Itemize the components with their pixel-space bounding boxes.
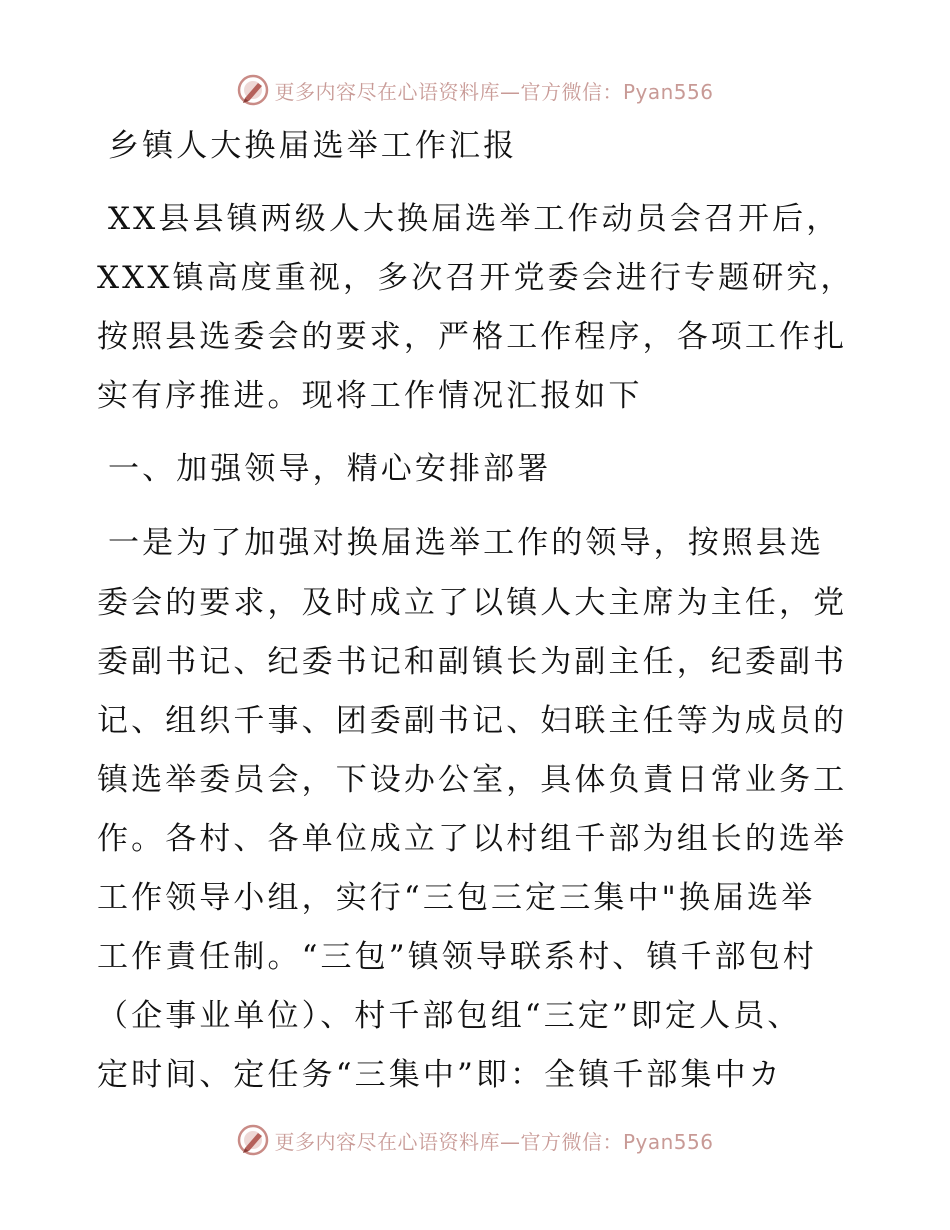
watermark-footer — [0, 1120, 950, 1160]
body-line: 委副书记、纪委书记和副镇长为副主任，纪委副书 — [97, 644, 848, 680]
body-line: 委会的要求，及时成立了以镇人大主席为主任，党 — [97, 585, 848, 621]
intro-line: 实有序推进。现将工作情况汇报如下 — [97, 378, 643, 414]
body-line: 一是为了加强对换届选举工作的领导，按照县选 — [108, 525, 825, 561]
body-line: 作。各村、各单位成立了以村组千部为组长的选举 — [97, 821, 848, 857]
pen-circle-logo-icon — [236, 73, 270, 107]
intro-line: XXX镇高度重视，多次召开党委会进行专题研究， — [97, 260, 855, 296]
body-line: 记、组织千事、团委副书记、妇联主任等为成员的 — [97, 703, 848, 739]
intro-line: XX县县镇两级人大换届选举工作动员会召开后， — [108, 201, 841, 237]
document-title: 乡镇人大换届选举工作汇报 — [108, 128, 518, 164]
body-line: 镇选举委员会，下设办公室，具体负責日常业务工 — [97, 762, 848, 798]
watermark-header — [0, 70, 950, 110]
pen-circle-logo-icon — [236, 1123, 270, 1157]
body-line: 工作领导小组，实行“三包三定三集中"换届选举 — [97, 880, 816, 916]
intro-line: 按照县选委会的要求，严格工作程序，各项工作扎 — [97, 319, 848, 355]
watermark-text: 更多内容尽在心语资料库—官方微信：Pyan556 — [274, 79, 714, 104]
section-heading: 一、加强领导，精心安排部署 — [108, 451, 552, 487]
body-line: 工作責任制。“三包”镇领导联系村、镇千部包村 — [97, 939, 817, 975]
body-line: 定时间、定任务“三集中”即：全镇千部集中カ — [97, 1057, 783, 1093]
watermark-text: 更多内容尽在心语资料库—官方微信：Pyan556 — [274, 1129, 714, 1154]
body-line: （企事业单位）、村千部包组“三定”即定人员、 — [97, 998, 802, 1034]
